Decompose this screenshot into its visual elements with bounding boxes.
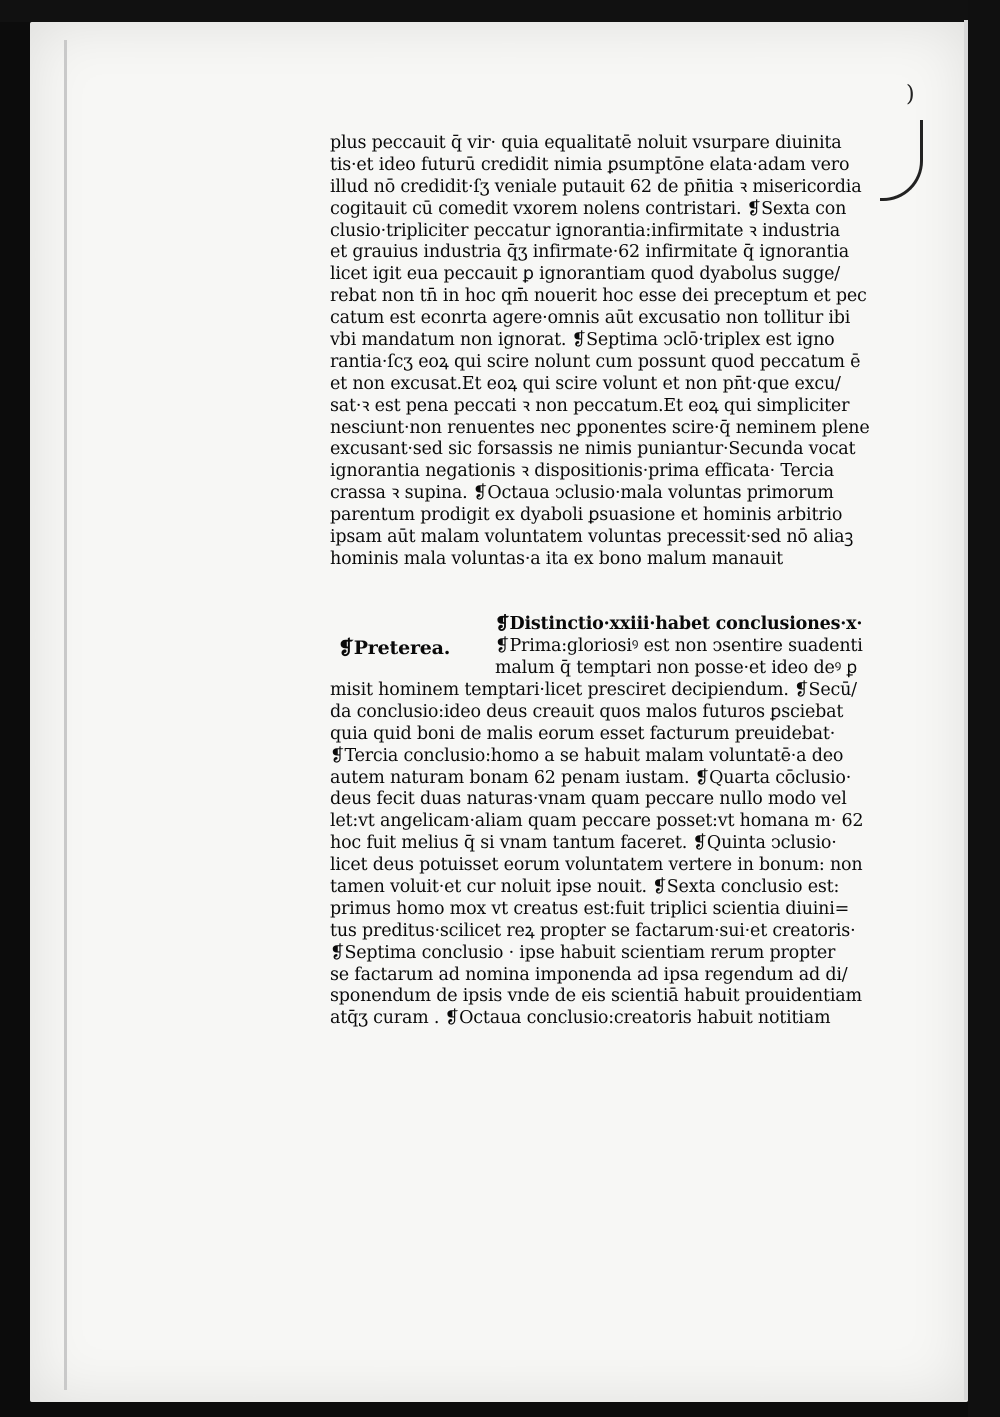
text-line: rebat non tn̄ in hoc qm̄ nouerit hoc esse dei preceptum et pec (330, 286, 867, 307)
distinctio-heading: ❡Distinctio·xxiii·habet conclusiones·x· (495, 614, 863, 634)
text-line: da conclusio:ideo deus creauit quos malos futuros ꝑsciebat (330, 701, 844, 722)
text-line: et grauius industria q̄ʒ infirmate·62 infirmitate q̄ ignorantia (330, 242, 849, 263)
text-line: plus peccauit q̄ vir· quia equalitatē noluit vsurpare diuinita (330, 133, 842, 153)
text-line: vbi mandatum non ignorat. ❡Septima ↄclō·triplex est igno (330, 330, 835, 351)
text-line: licet igit̄ eua peccauit ꝑ ignorantiam quod dyabolus sugge/ (330, 264, 840, 285)
text-line: ignorantia negationis ꝛ dispositionis·prima efficata· Tercia (330, 461, 835, 482)
text-line: se factarum ad nomina imponenda ad ipsa regendum ad di/ (330, 964, 848, 985)
text-line: ❡Prima:gloriosiꝰ est non ↄsentire suadenti (495, 635, 863, 656)
scan-top-border (0, 0, 1000, 22)
text-line: ❡Septima conclusio · ipse habuit scientiam rerum propter (330, 942, 836, 963)
text-line: catum est econrta agere·omnis aūt excusatio non tollitur ibi (330, 308, 851, 329)
text-line: ipsam aūt malam voluntatem voluntas precessit·sed nō aliaꝫ (330, 527, 854, 548)
margin-annotation-mark: ) (906, 82, 915, 107)
text-line: quia quid boni de malis eorum esset facturum preuidebat· (330, 723, 836, 744)
text-line: ❡Tercia conclusio:homo a se habuit malam voluntatē·a deo (330, 745, 844, 766)
text-line: crassa ꝛ supina. ❡Octaua ↄclusio·mala voluntas primorum (330, 483, 834, 504)
text-line: tamen voluit·et cur noluit ipse nouit. ❡Sexta conclusio est: (330, 877, 840, 898)
text-line: sat·ꝛ est pena peccati ꝛ non peccatum.Et eoꝝ qui simpliciter (330, 395, 850, 416)
text-line: malum q̄ temptari non posse·et ideo deꝰ ꝑ (495, 657, 858, 678)
text-line: clusio·tripliciter peccatur ignorantia:infirmitate ꝛ industria (330, 220, 841, 241)
text-line: deus fecit duas naturas·vnam quam peccare nullo modo vel (330, 789, 847, 810)
lower-text-block (330, 614, 890, 1030)
page-gutter-edge (64, 40, 67, 1390)
text-line: atq̄ʒ curam . ❡Octaua conclusio:creatoris habuit notitiam (330, 1008, 831, 1029)
text-line: et non excusat.Et eoꝝ qui scire volunt et non pn̄t·que excu/ (330, 373, 841, 394)
text-line: excusant·sed sic forsassis ne nimis puniantur·Secunda vocat̄ (330, 439, 856, 460)
text-line: nesciunt·non renuentes nec ꝑponentes scire·q̄ neminem plene (330, 417, 870, 438)
text-line: primus homo mox vt creatus est:fuit triplici scientia diuini= (330, 898, 850, 919)
text-line: autem naturam bonam 62 penam iustam. ❡Quarta cōclusio· (330, 767, 852, 788)
text-line: misit hominem temptari·licet presciret decipiendum. ❡Secū/ (330, 680, 857, 700)
text-line: let:vt angelicam·aliam quam peccare posset:vt homana m· 62 (330, 811, 864, 832)
text-line: sponendum de ipsis vnde de eis scientiā habuit prouidentiam (330, 986, 862, 1007)
text-line: cogitauit cū comedit vxorem nolens contristari. ❡Sexta con (330, 198, 847, 219)
upper-text-block (330, 133, 890, 571)
heading-side-text (495, 614, 863, 680)
section-heading: ❡Preterea. (338, 637, 451, 659)
text-line: licet deus potuisset eorum voluntatem vertere in bonum: non (330, 855, 863, 876)
text-line: tus preditus·scilicet reꝝ propter se factarum·sui·et creatoris· (330, 920, 856, 941)
scan-right-border (968, 0, 1000, 1417)
text-line: hoc fuit melius q̄ si vnam tantum faceret. ❡Quinta ↄclusio· (330, 833, 837, 854)
text-line: rantia·ſcʒ eoꝝ qui scire nolunt cum possunt quod peccatum ē (330, 351, 861, 372)
heading-row (330, 614, 890, 678)
text-line: hominis mala voluntas·a ita ex bono malum manauit (330, 548, 784, 569)
text-line: tis·et ideo futurū credidit nimia ꝑsumptōne elata·adam vero (330, 154, 850, 175)
text-line: parentum prodigit ex dyaboli ꝑsuasione et hominis arbitrio (330, 505, 843, 526)
text-line: illud nō credidit·ſʒ veniale putauit 62 de pn̄itia ꝛ misericordia (330, 176, 862, 197)
